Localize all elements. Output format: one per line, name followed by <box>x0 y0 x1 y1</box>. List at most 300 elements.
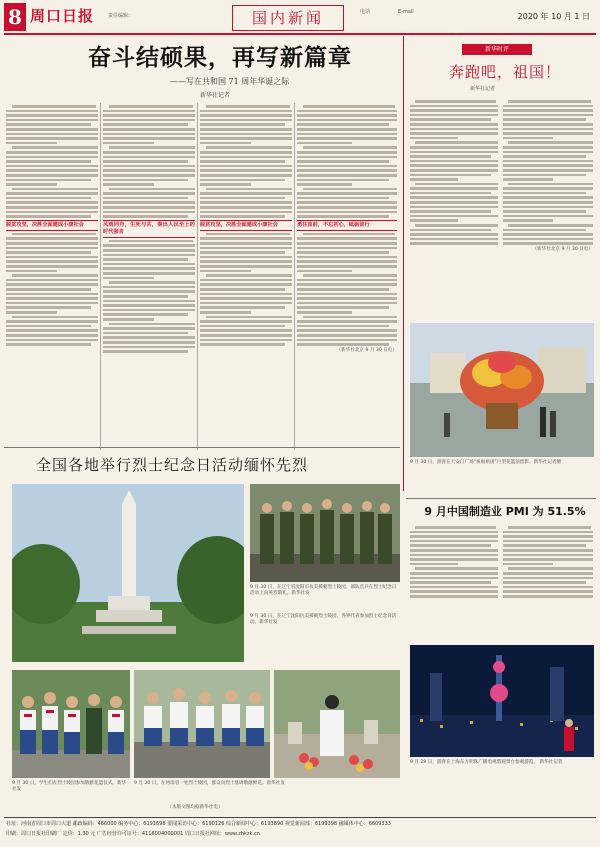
commentary-title: 奔跑吧，祖国！ <box>448 63 561 81</box>
text-line <box>200 211 292 214</box>
text-line <box>297 288 389 291</box>
text-line <box>200 288 285 291</box>
text-line <box>297 237 397 240</box>
text-line <box>103 318 154 321</box>
text-line <box>410 549 498 552</box>
text-line <box>200 256 292 259</box>
text-line <box>297 325 389 328</box>
text-line <box>6 165 98 168</box>
text-line <box>503 590 593 593</box>
section-divider <box>4 447 400 448</box>
text-line <box>200 123 285 126</box>
text-line <box>200 293 292 296</box>
commentary-column-2 <box>503 98 593 320</box>
text-line <box>410 174 491 177</box>
text-line <box>410 206 498 209</box>
page-number: 8 <box>4 3 26 31</box>
text-line <box>503 164 593 167</box>
text-line <box>206 146 292 149</box>
text-line <box>109 146 195 149</box>
pmi-headline: 9 月中国制造业 PMI 为 51.5% <box>424 505 586 518</box>
monument-caption: 9 月 30 日，在辽宁沈阳抗美援朝烈士陵园，各界代表参加烈士纪念日活动。新华社发 <box>250 614 397 626</box>
text-line <box>200 329 292 332</box>
text-line <box>508 526 591 529</box>
text-line <box>297 302 397 305</box>
text-line <box>410 238 498 241</box>
text-line <box>297 215 389 218</box>
text-line <box>103 249 195 252</box>
text-line <box>6 110 98 113</box>
text-line <box>200 197 285 200</box>
text-line <box>6 201 98 204</box>
phone-label: 电话 <box>360 9 371 15</box>
text-line <box>200 242 292 245</box>
commentary-column-1 <box>410 98 498 320</box>
text-line <box>103 110 195 113</box>
text-line <box>6 302 98 305</box>
text-line <box>6 293 98 296</box>
text-line <box>297 329 397 332</box>
text-line <box>6 183 57 186</box>
masthead-rule <box>4 33 596 35</box>
text-line <box>12 105 97 108</box>
body-text-lines <box>103 240 195 353</box>
body-text-lines <box>410 526 498 598</box>
text-line <box>206 316 292 319</box>
text-line <box>410 595 498 598</box>
text-line <box>12 188 98 191</box>
text-line <box>103 286 195 289</box>
text-line <box>503 118 586 121</box>
text-line <box>6 142 57 145</box>
text-line <box>410 586 498 589</box>
text-line <box>297 137 397 140</box>
soldiers-caption: 9 月 30 日，在辽宁省沈阳市抗美援朝烈士陵园，部队官兵在烈士纪念日活动上向英烈敬礼。新华社发 <box>250 585 397 597</box>
text-line <box>109 188 195 191</box>
text-line <box>200 114 292 117</box>
text-line <box>103 151 195 154</box>
text-line <box>6 160 91 163</box>
text-line <box>206 188 292 191</box>
text-line <box>103 336 195 339</box>
text-line <box>297 265 397 268</box>
text-line <box>503 105 593 108</box>
text-line <box>410 242 498 245</box>
lead-byline: 新华社记者 <box>200 92 231 99</box>
text-line <box>103 133 195 136</box>
text-line <box>303 146 397 149</box>
text-line <box>200 133 292 136</box>
text-line <box>297 114 397 117</box>
text-line <box>297 133 397 136</box>
graves-caption: 9 月 30 日，在河南省一处烈士陵园，群众向烈士墓碑敬献鲜花。新华社发 <box>134 781 285 786</box>
text-line <box>410 590 498 593</box>
text-line <box>103 254 195 257</box>
text-line <box>508 141 593 144</box>
text-line <box>200 270 251 273</box>
text-line <box>297 197 389 200</box>
text-line <box>503 563 553 566</box>
text-line <box>6 197 91 200</box>
body-text-lines <box>503 526 593 598</box>
body-text-lines <box>200 105 292 218</box>
text-line <box>6 206 98 209</box>
text-line <box>200 165 292 168</box>
text-line <box>6 114 98 117</box>
text-line <box>103 174 195 177</box>
text-line <box>200 297 292 300</box>
column-rule <box>294 103 295 450</box>
text-line <box>410 178 458 181</box>
text-line <box>503 233 593 236</box>
text-line <box>503 151 593 154</box>
text-line <box>103 137 195 140</box>
text-line <box>297 151 397 154</box>
lead-subhead: 脱贫攻坚，决胜全面建成小康社会 <box>6 220 98 231</box>
text-line <box>103 295 188 298</box>
text-line <box>103 258 188 261</box>
text-line <box>103 165 195 168</box>
text-line <box>6 133 98 136</box>
text-line <box>200 119 292 122</box>
text-line <box>6 311 57 314</box>
footer-rule <box>4 817 596 818</box>
text-line <box>200 160 285 163</box>
text-line <box>410 105 498 108</box>
text-line <box>410 233 498 236</box>
students-photo <box>12 670 130 778</box>
text-line <box>297 279 397 282</box>
text-line <box>503 155 586 158</box>
soldiers-photo <box>250 484 400 582</box>
text-line <box>503 219 553 222</box>
text-line <box>303 105 395 108</box>
text-line <box>200 206 292 209</box>
text-line <box>410 558 498 561</box>
text-line <box>410 535 498 538</box>
text-line <box>6 123 91 126</box>
text-line <box>200 339 292 342</box>
text-line <box>503 137 553 140</box>
text-line <box>410 187 498 190</box>
text-line <box>200 237 292 240</box>
text-line <box>109 323 195 326</box>
text-line <box>415 141 498 144</box>
text-line <box>503 174 586 177</box>
text-line <box>297 297 397 300</box>
text-line <box>303 316 397 319</box>
text-line <box>297 110 397 113</box>
text-line <box>410 128 498 131</box>
text-line <box>103 160 188 163</box>
text-line <box>6 119 98 122</box>
text-line <box>6 270 57 273</box>
text-line <box>206 233 291 236</box>
column-rule <box>100 103 101 450</box>
text-line <box>297 306 389 309</box>
body-text-lines <box>410 100 498 245</box>
text-line <box>503 201 593 204</box>
night-tower-photo <box>410 645 594 757</box>
text-line <box>103 244 195 247</box>
text-line <box>6 288 91 291</box>
text-line <box>503 178 553 181</box>
pmi-column-1 <box>410 524 498 640</box>
text-line <box>6 343 91 346</box>
text-line <box>410 169 498 172</box>
text-line <box>503 540 593 543</box>
text-line <box>109 240 194 243</box>
text-line <box>503 558 593 561</box>
text-line <box>410 155 491 158</box>
text-line <box>503 109 593 112</box>
text-line <box>410 531 498 534</box>
text-line <box>200 320 292 323</box>
text-line <box>503 114 593 117</box>
text-line <box>503 196 593 199</box>
text-line <box>410 146 498 149</box>
text-line <box>410 215 498 218</box>
text-line <box>206 274 292 277</box>
text-line <box>297 260 397 263</box>
text-line <box>410 544 491 547</box>
body-text-lines <box>503 100 593 245</box>
text-line <box>200 311 251 314</box>
text-line <box>410 201 498 204</box>
text-line <box>200 265 292 268</box>
text-line <box>103 304 195 307</box>
text-line <box>200 192 292 195</box>
text-line <box>297 156 397 159</box>
body-text-lines <box>103 105 195 218</box>
wreath-ceremony-photo <box>134 670 270 778</box>
graves-photo <box>274 670 400 778</box>
text-line <box>503 535 593 538</box>
text-line <box>103 119 195 122</box>
lead-subtitle: ——写在共和国 71 周年华诞之际 <box>170 77 290 86</box>
text-line <box>503 572 593 575</box>
text-line <box>297 183 352 186</box>
text-line <box>297 293 397 296</box>
lead-column-3 <box>200 103 292 450</box>
text-line <box>415 526 496 529</box>
text-line <box>6 283 98 286</box>
text-line <box>303 274 397 277</box>
text-line <box>503 206 593 209</box>
text-line <box>103 179 188 182</box>
text-line <box>503 132 593 135</box>
text-line <box>297 179 389 182</box>
text-line <box>6 169 98 172</box>
text-line <box>6 137 98 140</box>
text-line <box>103 142 154 145</box>
text-line <box>103 350 188 353</box>
text-line <box>410 577 498 580</box>
text-line <box>103 309 195 312</box>
text-line <box>503 238 593 241</box>
text-line <box>410 540 498 543</box>
text-line <box>6 179 91 182</box>
lead-column-4 <box>297 103 397 450</box>
text-line <box>103 169 195 172</box>
text-line <box>410 196 498 199</box>
text-line <box>297 165 397 168</box>
body-text-lines <box>6 105 98 218</box>
body-text-lines <box>200 233 292 346</box>
footer-line-2: 印刷：周口日报社印刷厂 定价：1.30 元 广告经营许可证号：4116004000001 周口日报社网址：www.zhkzk.cn <box>6 831 260 837</box>
text-line <box>103 267 195 270</box>
text-line <box>103 128 195 131</box>
text-line <box>297 242 397 245</box>
text-line <box>200 151 292 154</box>
text-line <box>503 187 593 190</box>
text-line <box>415 567 498 570</box>
text-line <box>415 100 496 103</box>
text-line <box>410 229 491 232</box>
text-line <box>6 242 98 245</box>
lead-column-1 <box>6 103 98 450</box>
pmi-photo-credit: 新华社记者 <box>539 760 563 765</box>
text-line <box>410 132 498 135</box>
text-line <box>12 233 97 236</box>
text-line <box>410 160 498 163</box>
text-line <box>297 343 389 346</box>
text-line <box>206 105 291 108</box>
editor-line: 责任编辑： <box>108 13 134 19</box>
text-line <box>200 251 285 254</box>
text-line <box>508 567 593 570</box>
section-title: 国内新闻 <box>232 5 344 31</box>
text-line <box>503 554 593 557</box>
text-line <box>297 270 352 273</box>
text-line <box>103 156 195 159</box>
text-line <box>200 325 285 328</box>
text-line <box>6 260 98 263</box>
text-line <box>297 320 397 323</box>
text-line <box>297 247 397 250</box>
text-line <box>410 151 498 154</box>
text-line <box>6 325 91 328</box>
text-line <box>103 211 195 214</box>
text-line <box>503 123 593 126</box>
text-line <box>297 123 389 126</box>
text-line <box>297 201 397 204</box>
text-line <box>103 290 195 293</box>
text-line <box>200 343 285 346</box>
text-line <box>103 123 188 126</box>
text-line <box>6 256 98 259</box>
commentary-byline: 新华社记者 <box>470 86 496 92</box>
text-line <box>410 114 498 117</box>
text-line <box>6 151 98 154</box>
text-line <box>503 215 593 218</box>
text-line <box>503 229 586 232</box>
text-line <box>415 183 498 186</box>
text-line <box>103 206 195 209</box>
text-line <box>297 128 397 131</box>
text-line <box>103 201 195 204</box>
paper-logo: 周口日报 <box>30 7 95 25</box>
text-line <box>503 160 593 163</box>
text-line <box>103 277 154 280</box>
text-line <box>6 192 98 195</box>
text-line <box>103 341 195 344</box>
text-line <box>12 146 98 149</box>
text-line <box>297 251 389 254</box>
text-line <box>6 320 98 323</box>
issue-date: 2020 年 10 月 1 日 <box>517 12 590 21</box>
lead-end-note: （新华社北京 9 月 30 日电） <box>336 347 397 353</box>
martyrs-feature-title: 全国各地举行烈士纪念日活动缅怀先烈 <box>36 456 309 474</box>
text-line <box>503 581 586 584</box>
text-line <box>410 118 491 121</box>
text-line <box>503 146 593 149</box>
text-line <box>6 279 98 282</box>
text-line <box>297 311 352 314</box>
lead-subhead: 风雨同舟，生死与共，奏出人民至上的时代强音 <box>103 220 195 238</box>
text-line <box>297 256 397 259</box>
text-line <box>200 156 292 159</box>
text-line <box>410 219 458 222</box>
text-line <box>415 224 498 227</box>
commentary-end-note: （新华社北京 9 月 30 日电） <box>532 247 593 252</box>
text-line <box>410 554 498 557</box>
text-line <box>503 128 593 131</box>
text-line <box>200 137 292 140</box>
text-line <box>297 192 397 195</box>
text-line <box>103 197 188 200</box>
body-text-lines <box>6 233 98 346</box>
text-line <box>503 192 586 195</box>
body-text-lines <box>297 233 397 346</box>
text-line <box>303 233 395 236</box>
text-line <box>200 215 285 218</box>
text-line <box>103 313 188 316</box>
text-line <box>103 114 195 117</box>
text-line <box>200 334 292 337</box>
text-line <box>410 164 498 167</box>
text-line <box>6 334 98 337</box>
text-line <box>6 265 98 268</box>
text-line <box>200 179 285 182</box>
text-line <box>6 156 98 159</box>
text-line <box>6 329 98 332</box>
text-line <box>297 160 389 163</box>
text-line <box>503 549 593 552</box>
text-line <box>6 247 98 250</box>
lead-subhead: 脱贫攻坚，决胜全面建成小康社会 <box>200 220 292 231</box>
lead-subhead: 勇往直前，不忘初心，砥砺前行 <box>297 220 397 231</box>
text-line <box>297 169 397 172</box>
text-line <box>200 260 292 263</box>
text-line <box>200 183 251 186</box>
flower-basket-caption: 9 月 30 日，游客在天安门广场“祝福祖国”巨型花篮前留影。新华社记者摄 <box>410 460 562 465</box>
text-line <box>200 201 292 204</box>
lead-headline: 奋斗结硕果，再写新篇章 <box>88 44 352 71</box>
students-caption: 9 月 30 日，学生们在烈士陵园参加敬献花篮仪式。新华社发 <box>12 781 127 793</box>
text-line <box>200 279 292 282</box>
email-label: E-mail <box>398 9 414 15</box>
text-line <box>410 109 498 112</box>
text-line <box>508 100 591 103</box>
text-line <box>297 334 397 337</box>
text-line <box>109 105 194 108</box>
text-line <box>6 339 98 342</box>
flower-basket-photo <box>410 323 594 457</box>
text-line <box>503 242 593 245</box>
text-line <box>12 274 98 277</box>
text-line <box>200 306 285 309</box>
